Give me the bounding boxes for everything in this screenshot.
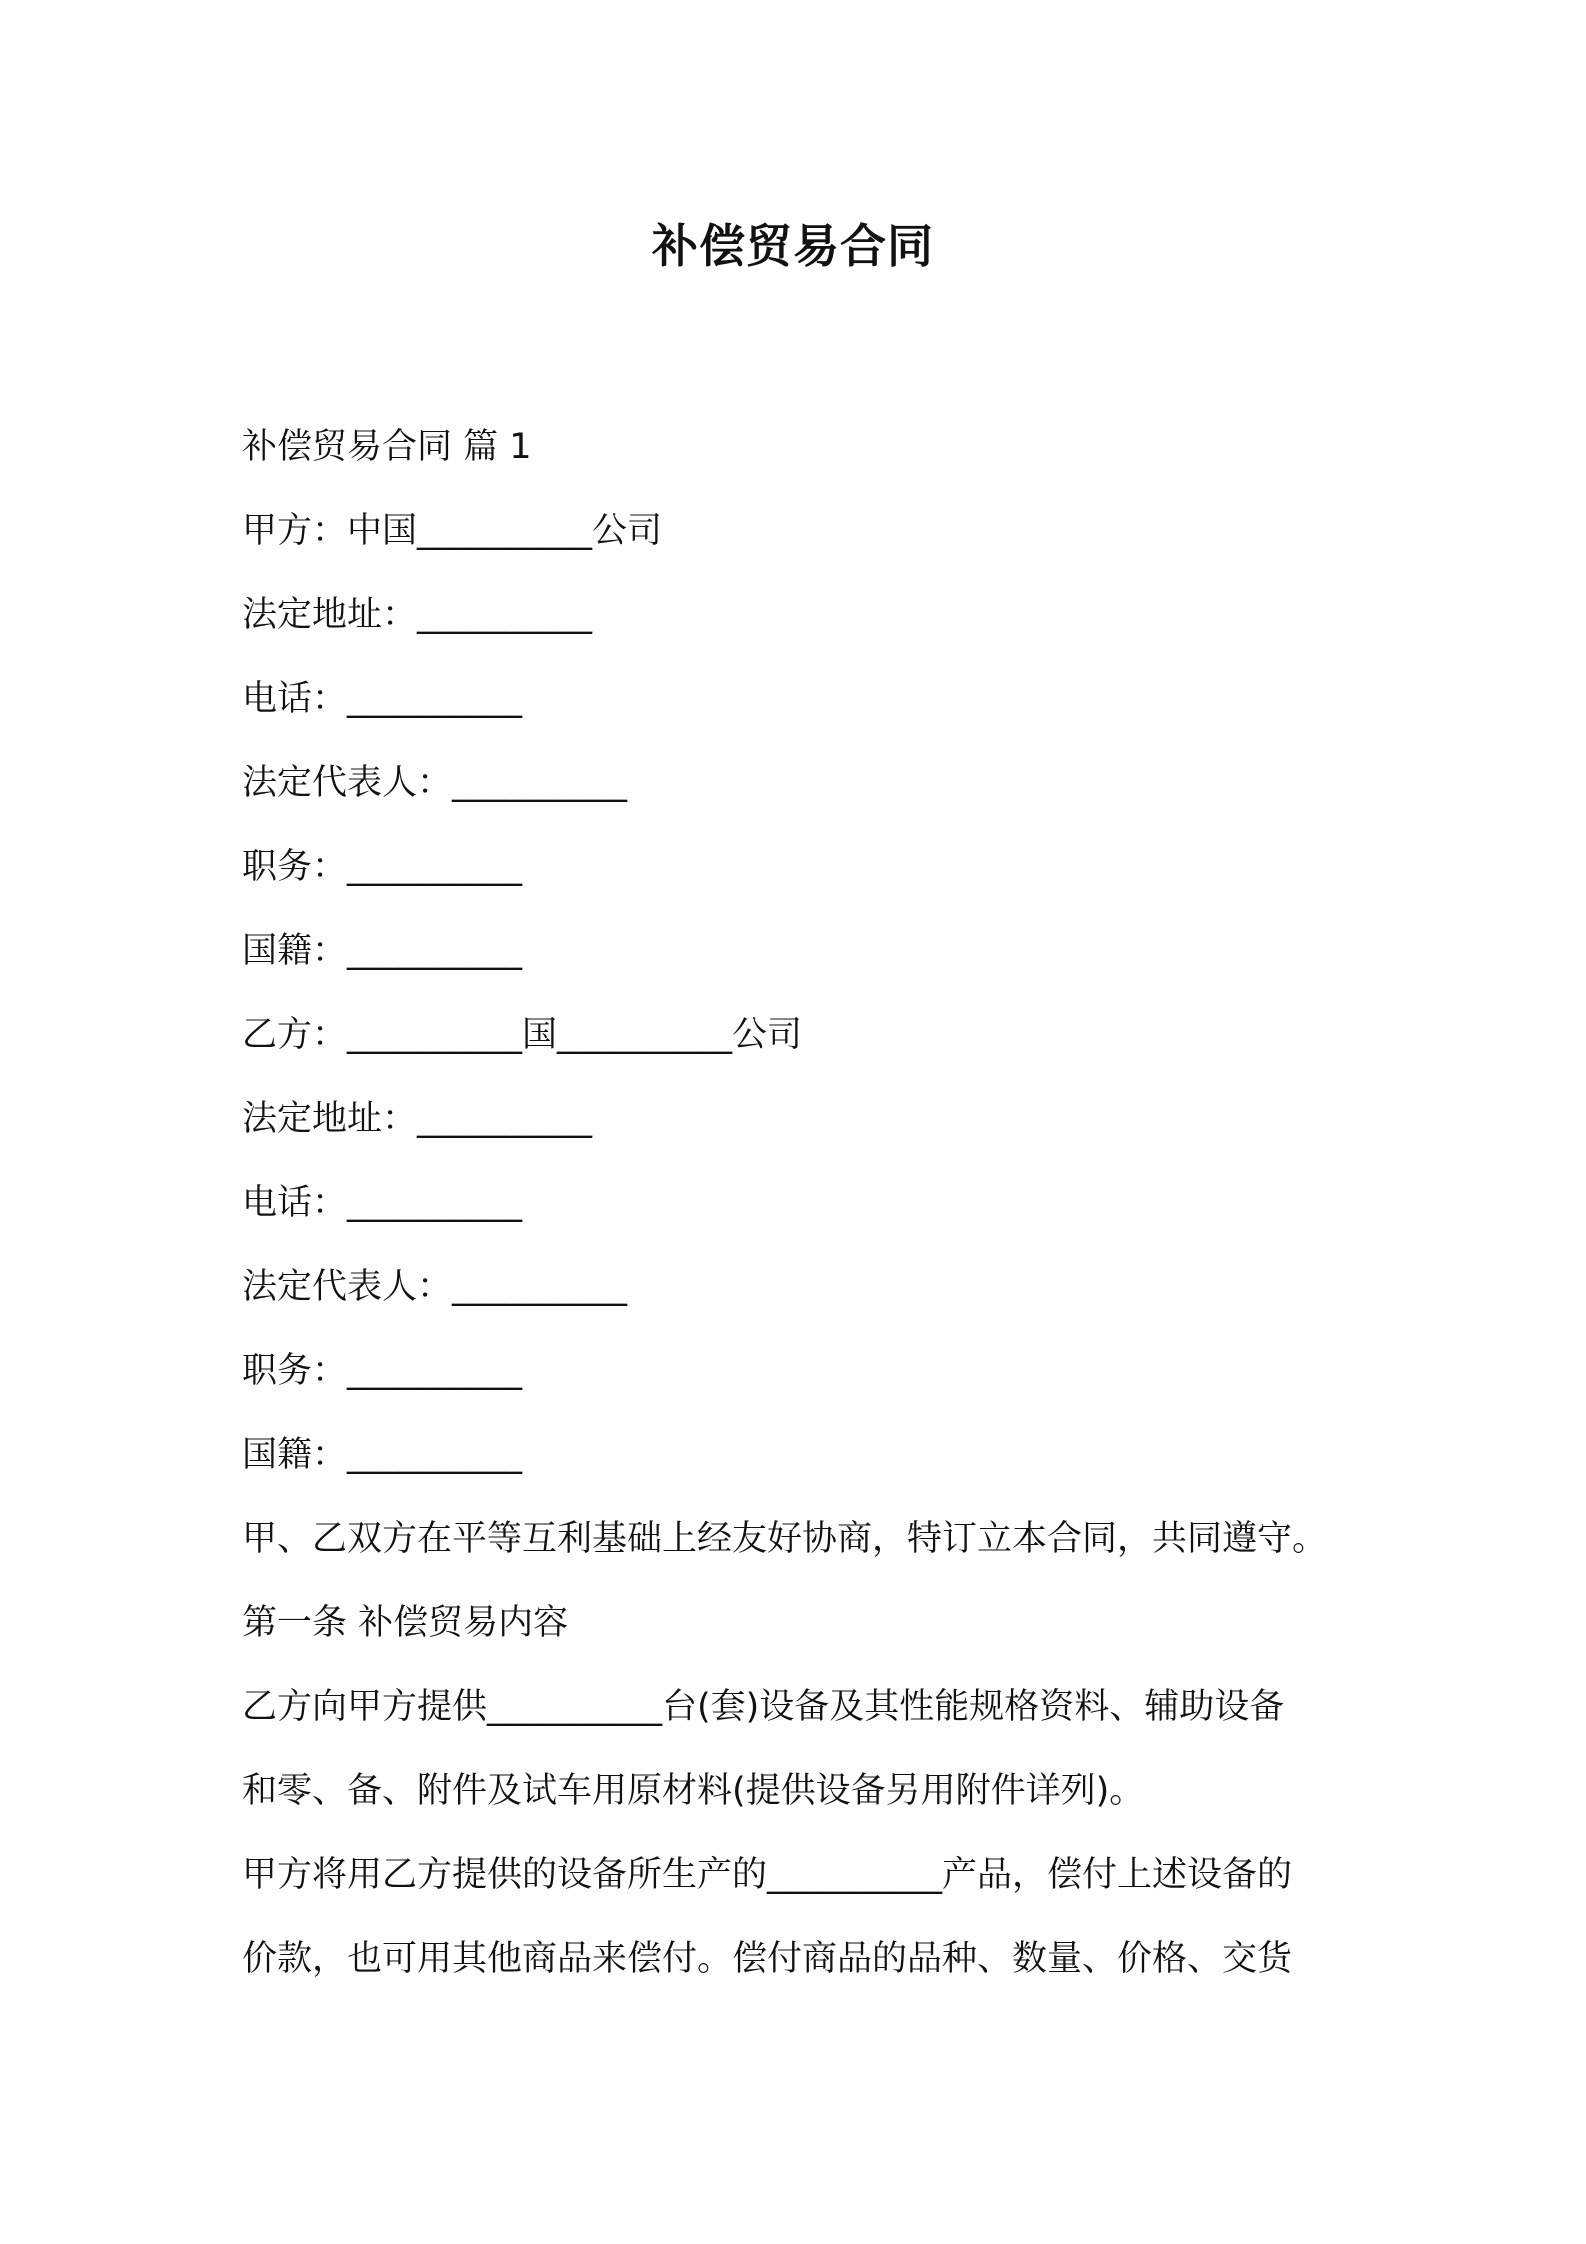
document-title: 补偿贸易合同 [652,219,934,273]
party-a-phone: 电话：__________ [242,679,523,719]
party-b-representative: 法定代表人：__________ [242,1267,628,1307]
party-b-address: 法定地址：__________ [242,1099,593,1139]
party-a-position: 职务：__________ [242,847,523,887]
article-1-paragraph-1: 乙方向甲方提供__________台(套)设备及其性能规格资料、辅助设备 [242,1687,1285,1727]
section-heading: 补偿贸易合同 篇 1 [242,427,532,467]
party-b-phone: 电话：__________ [242,1183,523,1223]
article-1-paragraph-1: 和零、备、附件及试车用原材料(提供设备另用附件详列)。 [242,1771,1145,1811]
preamble: 甲、乙双方在平等互利基础上经友好协商，特订立本合同，共同遵守。 [242,1519,1328,1559]
party-b-nationality: 国籍：__________ [242,1435,523,1475]
party-a-nationality: 国籍：__________ [242,931,523,971]
party-a-address: 法定地址：__________ [242,595,593,635]
party-a-representative: 法定代表人：__________ [242,763,628,803]
article-1-paragraph-2: 甲方将用乙方提供的设备所生产的__________产品，偿付上述设备的 [242,1855,1293,1895]
document-body [242,405,1352,2001]
party-a-name: 甲方：中国__________公司 [242,511,663,551]
party-b-position: 职务：__________ [242,1351,523,1391]
article-1-heading: 第一条 补偿贸易内容 [242,1603,569,1643]
party-b-name: 乙方：__________国__________公司 [242,1015,803,1055]
article-1-paragraph-2: 价款，也可用其他商品来偿付。偿付商品的品种、数量、价格、交货 [242,1939,1293,1979]
